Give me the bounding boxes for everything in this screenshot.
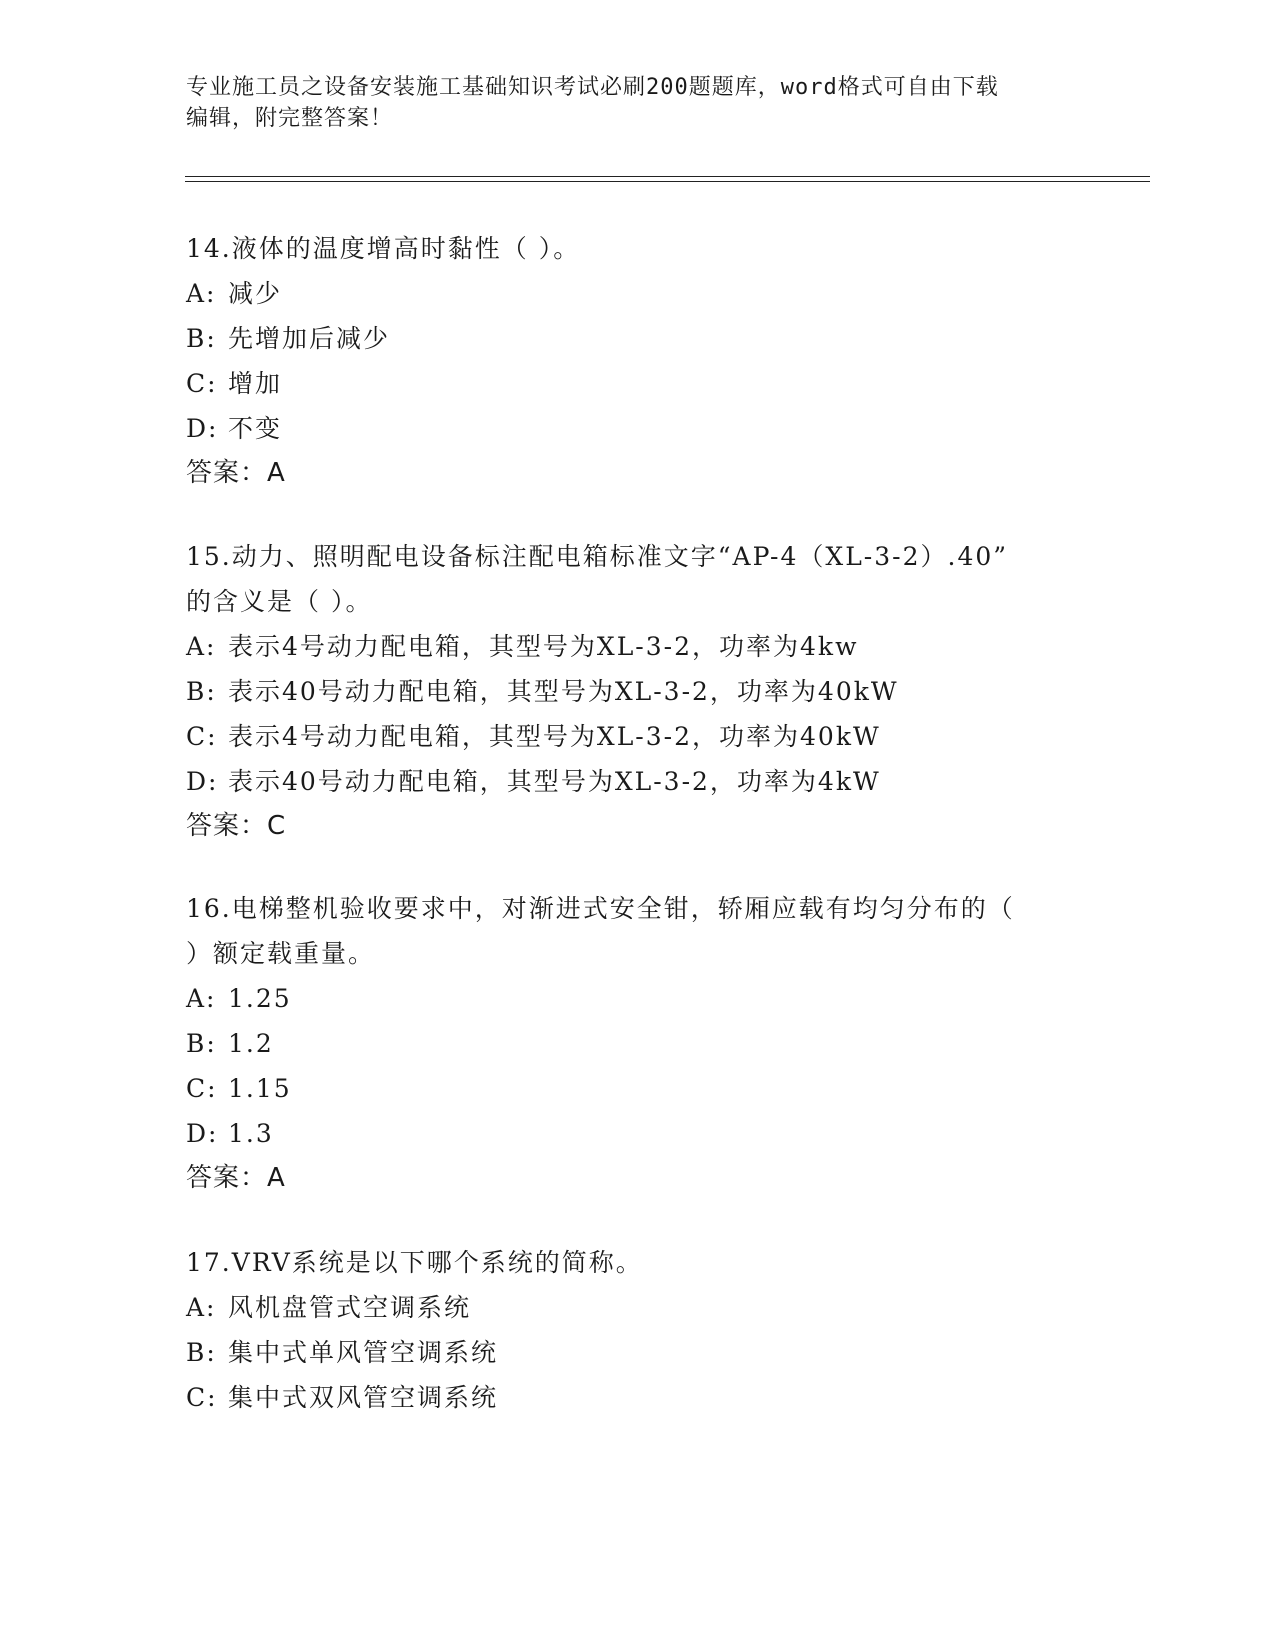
option-c	[186, 714, 1086, 759]
option-letter: B:	[186, 324, 217, 353]
option-a	[186, 1285, 1086, 1330]
option-letter: C:	[186, 722, 218, 751]
option-letter: A:	[186, 984, 217, 1013]
answer-line: 答案：A	[186, 1163, 286, 1193]
option-letter: B:	[186, 1338, 217, 1367]
option-a	[186, 976, 1086, 1021]
option-letter: B:	[186, 677, 217, 706]
option-letter: C:	[186, 1074, 218, 1103]
option-d	[186, 759, 1086, 804]
header-divider-top	[185, 176, 1150, 177]
question-16	[186, 886, 1086, 1201]
option-b	[186, 316, 1086, 361]
option-a	[186, 624, 1086, 669]
option-text: 先增加后减少	[228, 324, 391, 353]
question-17	[186, 1240, 1086, 1420]
option-c	[186, 361, 1086, 406]
option-b	[186, 1330, 1086, 1375]
option-letter: D:	[186, 414, 219, 443]
option-d	[186, 1111, 1086, 1156]
header-line-1: 专业施工员之设备安装施工基础知识考试必刷200题题库，word格式可自由下载	[186, 75, 999, 100]
option-b	[186, 669, 1086, 714]
option-letter: D:	[186, 767, 219, 796]
option-letter: B:	[186, 1029, 217, 1058]
option-text: 风机盘管式空调系统	[228, 1293, 472, 1322]
option-letter: C:	[186, 369, 218, 398]
option-text: 1.2	[228, 1029, 274, 1058]
option-letter: A:	[186, 632, 217, 661]
answer-line: 答案：A	[186, 458, 286, 488]
option-letter: A:	[186, 279, 217, 308]
option-letter: A:	[186, 1293, 217, 1322]
option-text: 不变	[228, 414, 283, 443]
option-text: 表示4号动力配电箱，其型号为XL-3-2，功率为4kw	[228, 632, 859, 661]
option-a	[186, 271, 1086, 316]
option-text: 增加	[228, 369, 283, 398]
option-letter: C:	[186, 1383, 218, 1412]
question-stem: 16.电梯整机验收要求中，对渐进式安全钳，轿厢应载有均匀分布的（	[186, 894, 1015, 923]
header-line-2: 编辑，附完整答案！	[186, 106, 394, 131]
option-b	[186, 1021, 1086, 1066]
question-15	[186, 534, 1086, 849]
option-c	[186, 1375, 1086, 1420]
question-14	[186, 226, 1086, 496]
option-text: 集中式单风管空调系统	[228, 1338, 499, 1367]
option-c	[186, 1066, 1086, 1111]
question-stem-continued: 的含义是（ ）。	[186, 587, 373, 616]
option-text: 表示40号动力配电箱，其型号为XL-3-2，功率为4kW	[228, 767, 881, 796]
question-stem: 17.VRV系统是以下哪个系统的简称。	[186, 1248, 643, 1277]
option-text: 1.25	[228, 984, 292, 1013]
document-header	[186, 72, 1086, 134]
header-divider-bottom	[185, 181, 1150, 182]
option-text: 1.15	[228, 1074, 292, 1103]
answer-line: 答案：C	[186, 811, 287, 841]
option-text: 集中式双风管空调系统	[228, 1383, 499, 1412]
option-text: 表示40号动力配电箱，其型号为XL-3-2，功率为40kW	[228, 677, 899, 706]
question-stem: 15.动力、照明配电设备标注配电箱标准文字“AP-4（XL-3-2）.40”	[186, 542, 1009, 571]
question-stem: 14.液体的温度增高时黏性（ ）。	[186, 234, 581, 263]
question-stem-continued: ）额定载重量。	[186, 939, 376, 968]
option-text: 表示4号动力配电箱，其型号为XL-3-2，功率为40kW	[228, 722, 881, 751]
option-letter: D:	[186, 1119, 219, 1148]
option-d	[186, 406, 1086, 451]
option-text: 减少	[228, 279, 283, 308]
option-text: 1.3	[228, 1119, 274, 1148]
